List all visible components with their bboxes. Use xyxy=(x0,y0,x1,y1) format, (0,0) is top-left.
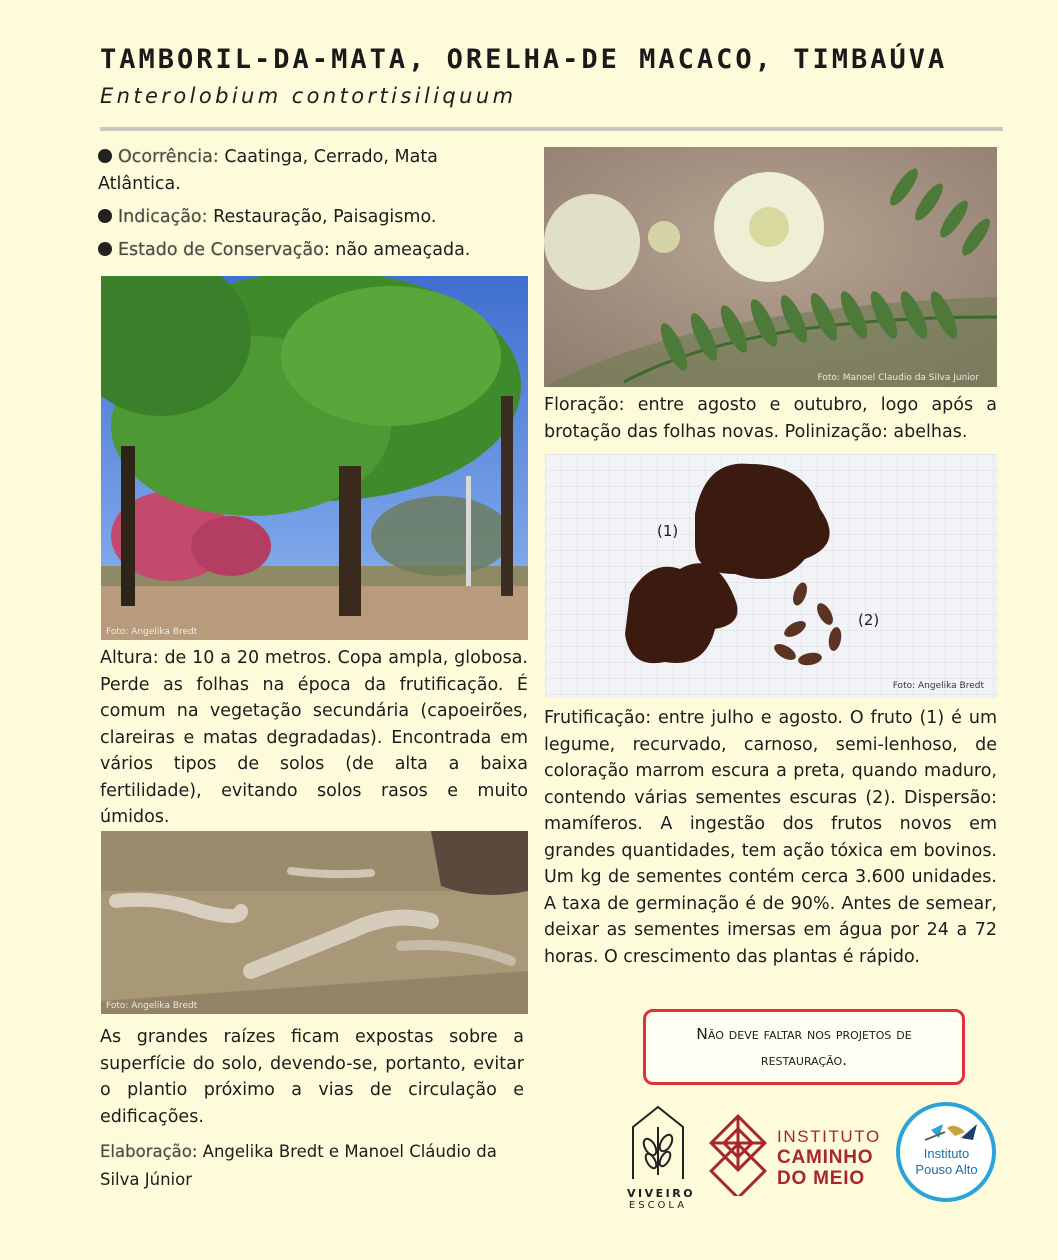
photo-credit: Foto: Angelika Bredt xyxy=(106,1001,198,1011)
page-title: TAMBORIL-DA-MATA, ORELHA-DE MACACO, TIMBAÚVA xyxy=(100,44,948,75)
scientific-name: Enterolobium contortisiliquum xyxy=(100,84,517,108)
elaboration-value: : Angelika Bredt e Manoel Cláudio da Silva Júnior xyxy=(100,1142,497,1189)
fact-key: Indicação: xyxy=(118,207,208,227)
header-divider xyxy=(100,127,1003,131)
icm-line-3: DO MEIO xyxy=(777,1168,865,1189)
bullet-icon xyxy=(98,242,112,256)
instituto-caminho-do-meio-logo xyxy=(707,1112,881,1196)
fact-conservacao xyxy=(98,237,508,264)
instituto-pouso-alto-logo xyxy=(895,1102,998,1203)
ipa-line-2: Pouso Alto xyxy=(915,1162,978,1177)
tree-photo xyxy=(101,276,528,640)
roots-photo xyxy=(101,831,528,1014)
photo-credit: Foto: Angelika Bredt xyxy=(106,627,198,637)
fact-key: Ocorrência: xyxy=(118,147,219,167)
photo-credit: Foto: Manoel Claudio da Silva Junior xyxy=(817,373,979,383)
ipa-line-1: Instituto xyxy=(923,1146,970,1161)
raizes-paragraph: As grandes raízes ficam expostas sobre a superfície do solo, devendo-se, portanto, evitar o plantio próximo a vias de circulação e edificações. xyxy=(100,1027,524,1127)
fruit-label-1: (1) xyxy=(657,522,679,540)
icm-line-1: INSTITUTO xyxy=(777,1127,881,1146)
fact-indicacao xyxy=(98,204,508,231)
bullet-icon xyxy=(98,149,112,163)
fact-key: Estado de Conservação xyxy=(118,240,324,260)
floracao-paragraph: Floração: entre agosto e outubro, logo após a brotação das folhas novas. Polinização: abelhas. xyxy=(544,395,997,442)
fact-ocorrencia xyxy=(98,144,508,198)
callout-line-2: restauração. xyxy=(760,1051,848,1069)
restoration-callout xyxy=(643,1009,965,1085)
elaboration-key: Elaboração xyxy=(100,1142,192,1161)
fruit-label-2: (2) xyxy=(858,611,880,629)
viveiro-line-1: VIVEIRO xyxy=(627,1187,696,1200)
viveiro-line-2: ESCOLA xyxy=(628,1200,688,1211)
fact-value: : não ameaçada. xyxy=(323,240,471,260)
facts-list xyxy=(98,144,508,270)
icm-line-2: CAMINHO xyxy=(777,1147,874,1168)
altura-paragraph: Altura: de 10 a 20 metros. Copa ampla, globosa. Perde as folhas na época da frutificação. É comum na vegetação secundária (capoeirões, clareiras e matas degradadas). Encontrada em vários tipos de solos (de alta a baixa fertilidade), evitando solos rasos e muito úmidos. xyxy=(100,648,528,827)
photo-credit: Foto: Angelika Bredt xyxy=(892,681,984,691)
fruit-photo xyxy=(545,454,998,698)
callout-line-1: Não deve faltar nos projetos de xyxy=(696,1025,912,1043)
viveiro-escola-logo xyxy=(627,1103,696,1211)
frutificacao-paragraph: Frutificação: entre julho e agosto. O fruto (1) é um legume, recurvado, carnoso, semi-lenhoso, de coloração marrom escura a preta, quando maduro, contendo várias sementes escuras (2). Dispersão: mamíferos. A ingestão dos frutos novos em grandes quantidades, tem ação tóxica em bovinos. Um kg de sementes contém cerca 3.600 unidades. A taxa de germinação é de 90%. Antes de semear, deixar as sementes imersas em água por 24 a 72 horas. O crescimento das plantas é rápido. xyxy=(544,708,997,967)
elaboration-credit xyxy=(100,1138,520,1194)
fact-value: Caatinga, Cerrado, Mata Atlântica. xyxy=(98,147,438,194)
bullet-icon xyxy=(98,209,112,223)
flower-photo xyxy=(544,147,997,387)
fact-value: Restauração, Paisagismo. xyxy=(207,207,437,227)
